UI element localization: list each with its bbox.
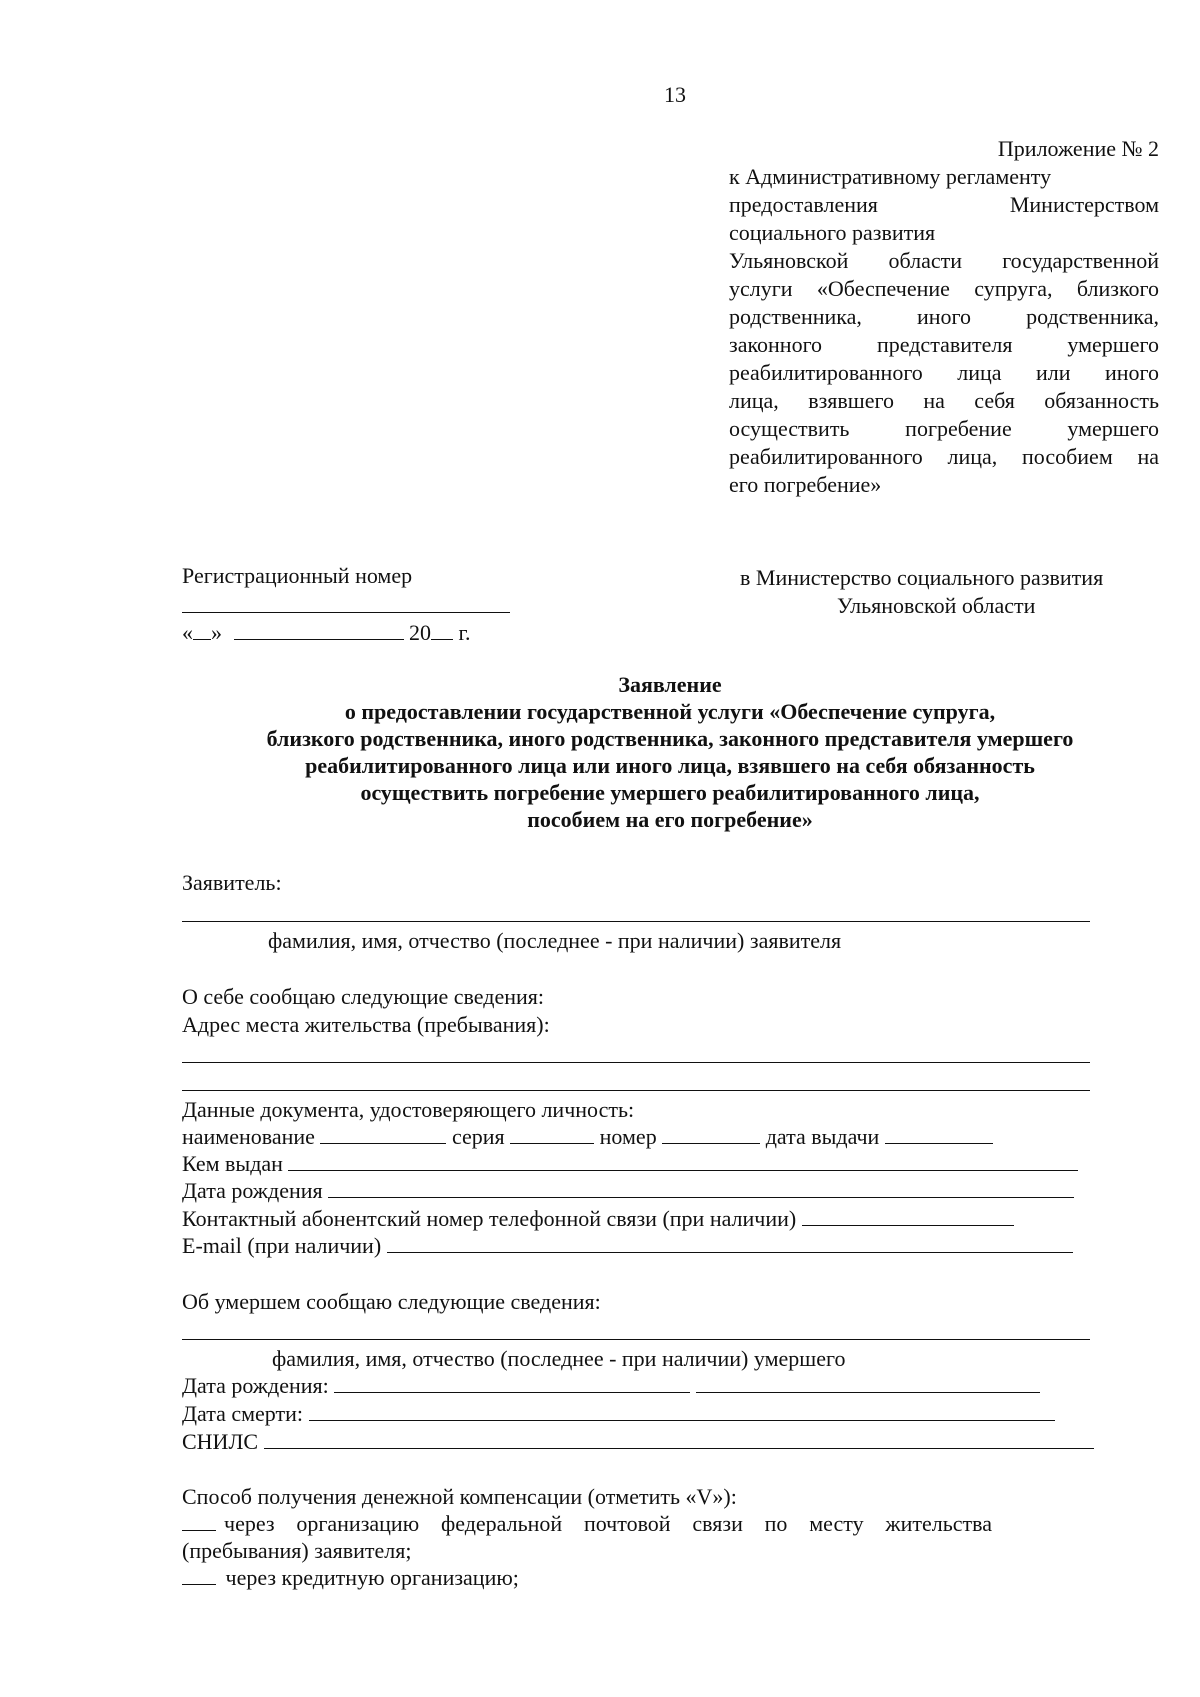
addressee-line2: Ульяновской области: [837, 593, 1036, 618]
title-line: близкого родственника, иного родственника, законного представителя умершего: [266, 726, 1074, 751]
year-suffix: г.: [458, 620, 471, 645]
year-prefix: 20: [409, 620, 431, 645]
deceased-birth-row: [182, 1373, 1040, 1399]
appendix-line: реабилитированного лица, пособием на: [729, 444, 1159, 469]
applicant-fio-caption: фамилия, имя, отчество (последнее - при наличии) заявителя: [268, 928, 842, 953]
deceased-birth-label: Дата рождения:: [182, 1373, 329, 1398]
appendix-block: [729, 136, 1159, 500]
appendix-heading: Приложение № 2: [997, 136, 1159, 161]
registration-date: [182, 620, 471, 646]
bank-option-checkbox[interactable]: [182, 1566, 216, 1585]
day-field[interactable]: [193, 621, 211, 640]
applicant-label: Заявитель:: [182, 870, 282, 895]
address-field-line2[interactable]: [182, 1090, 1090, 1091]
applicant-birth-field[interactable]: [328, 1179, 1074, 1198]
bank-option-text: через кредитную организацию;: [225, 1565, 519, 1590]
title-line: о предоставлении государственной услуги «Обеспечение супруга,: [344, 699, 996, 724]
doc-series-label: серия: [451, 1124, 505, 1149]
id-document-label: Данные документа, удостоверяющего личность:: [182, 1097, 635, 1122]
phone-label: Контактный абонентский номер телефонной связи (при наличии): [182, 1206, 797, 1231]
doc-name-label: наименование: [182, 1124, 315, 1149]
doc-issue-date-label: дата выдачи: [765, 1124, 880, 1149]
id-document-row: [182, 1124, 993, 1150]
appendix-line: Ульяновской области государственной: [729, 248, 1159, 273]
death-date-field[interactable]: [309, 1402, 1055, 1421]
doc-series-field[interactable]: [510, 1125, 594, 1144]
address-label: Адрес места жительства (пребывания):: [182, 1012, 550, 1037]
deceased-fio-field[interactable]: [182, 1339, 1090, 1340]
phone-field[interactable]: [802, 1207, 1014, 1226]
post-option-checkbox[interactable]: [182, 1512, 216, 1531]
deceased-fio-caption: фамилия, имя, отчество (последнее - при наличии) умершего: [272, 1346, 846, 1371]
phone-row: [182, 1206, 1014, 1232]
applicant-birth-label: Дата рождения: [182, 1178, 323, 1203]
deceased-birth-field[interactable]: [334, 1374, 690, 1393]
title-line: реабилитированного лица или иного лица, взявшего на себя обязанность: [305, 753, 1035, 778]
document-title: [180, 672, 1160, 834]
date-open-quote: «: [182, 620, 193, 645]
post-option-text-line2: (пребывания) заявителя;: [182, 1538, 412, 1563]
appendix-line: к Административному регламенту: [729, 164, 1052, 189]
address-field-line1[interactable]: [182, 1062, 1090, 1063]
year-field[interactable]: [431, 621, 453, 640]
appendix-line: осуществить погребение умершего: [729, 416, 1159, 441]
appendix-line: предоставления Министерством: [729, 192, 1159, 217]
registration-number-field[interactable]: [182, 612, 510, 613]
page-number: 13: [664, 82, 686, 107]
title-line: пособием на его погребение»: [527, 807, 813, 832]
email-field[interactable]: [387, 1234, 1073, 1253]
issued-by-row: [182, 1151, 1078, 1177]
doc-number-field[interactable]: [662, 1125, 760, 1144]
title-line: осуществить погребение умершего реабилитированного лица,: [360, 780, 980, 805]
snils-label: СНИЛС: [182, 1429, 259, 1454]
death-date-row: [182, 1401, 1055, 1427]
email-label: E-mail (при наличии): [182, 1233, 382, 1258]
title-heading: Заявление: [618, 672, 722, 697]
deceased-label: Об умершем сообщаю следующие сведения:: [182, 1289, 601, 1314]
month-field[interactable]: [234, 621, 404, 640]
addressee-line1: в Министерство социального развития: [740, 565, 1104, 590]
email-row: [182, 1233, 1073, 1259]
issued-by-field[interactable]: [288, 1152, 1078, 1171]
about-self-label: О себе сообщаю следующие сведения:: [182, 984, 545, 1009]
applicant-fio-field[interactable]: [182, 921, 1090, 922]
payment-label: Способ получения денежной компенсации (отметить «V»):: [182, 1484, 737, 1509]
payment-option-bank: [182, 1565, 519, 1591]
deceased-birth-field-extra[interactable]: [696, 1374, 1040, 1393]
appendix-line: лица, взявшего на себя обязанность: [729, 388, 1159, 413]
appendix-line: законного представителя умершего: [729, 332, 1159, 357]
applicant-birth-row: [182, 1178, 1074, 1204]
issued-by-label: Кем выдан: [182, 1151, 283, 1176]
snils-field[interactable]: [264, 1430, 1094, 1449]
doc-name-field[interactable]: [320, 1125, 446, 1144]
snils-row: [182, 1429, 1094, 1455]
post-option-text: через организацию федеральной почтовой связи по месту жительства: [224, 1511, 992, 1536]
appendix-line: реабилитированного лица или иного: [729, 360, 1159, 385]
appendix-line: его погребение»: [729, 472, 882, 497]
doc-number-label: номер: [599, 1124, 657, 1149]
appendix-line: услуги «Обеспечение супруга, близкого: [729, 276, 1159, 301]
appendix-line: социального развития: [729, 220, 936, 245]
registration-label: Регистрационный номер: [182, 563, 413, 588]
doc-issue-date-field[interactable]: [885, 1125, 993, 1144]
payment-option-post: [182, 1511, 992, 1537]
death-date-label: Дата смерти:: [182, 1401, 304, 1426]
date-close-quote: »: [211, 620, 222, 645]
appendix-line: родственника, иного родственника,: [729, 304, 1159, 329]
